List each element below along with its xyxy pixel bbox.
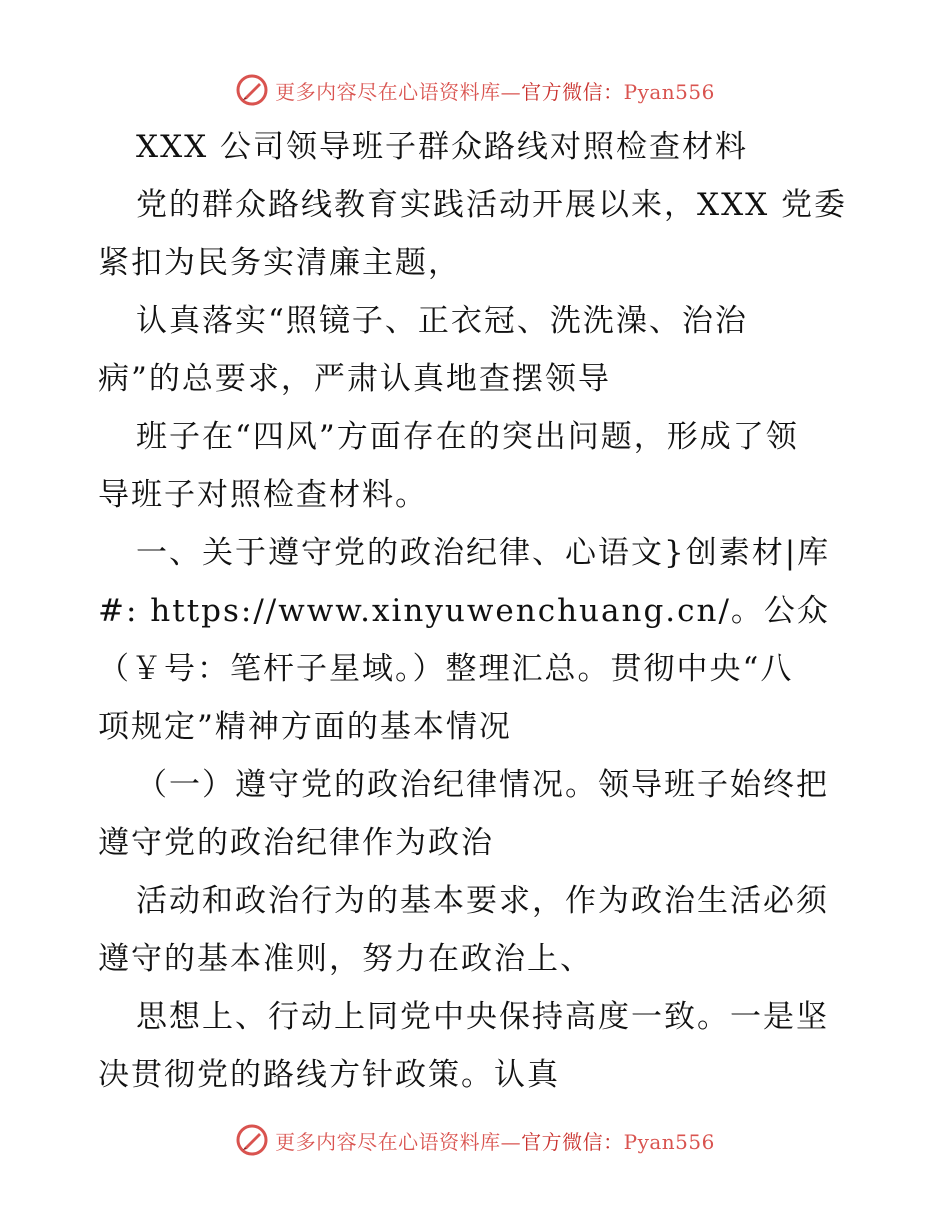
watermark-main: 更多内容尽在心语资料库 [275,1129,501,1154]
document-line: 项规定”精神方面的基本情况 [98,709,512,745]
document-body [98,118,858,1104]
document-line: #: https://www.xinyuwenchuang.cn/。公众 [98,593,830,629]
watermark-text [275,76,715,105]
document-line: 紧扣为民务实清廉主题， [98,245,461,281]
document-line: 活动和政治行为的基本要求，作为政治生活必须 [136,883,829,919]
document-line: （￥号：笔杆子星域。）整理汇总。贯彻中央“八 [98,651,794,687]
document-line: 班子在“四风”方面存在的突出问题，形成了领 [136,419,799,455]
document-line: 决贯彻党的路线方针政策。认真 [98,1057,560,1093]
logo-icon [235,73,269,107]
header-watermark [0,70,950,110]
document-line: 导班子对照检查材料。 [98,477,428,513]
watermark-official: 官方微信： [521,79,624,104]
document-line: 一、关于遵守党的政治纪律、心语文}创素材|库 [136,535,831,571]
watermark-wechat-id: Pyan556 [623,1129,715,1154]
footer-watermark [0,1120,950,1160]
watermark-dash: — [500,79,522,104]
document-line: （一）遵守党的政治纪律情况。领导班子始终把 [136,767,829,803]
watermark-main: 更多内容尽在心语资料库 [275,79,501,104]
watermark-text [275,1126,715,1155]
document-line: 思想上、行动上同党中央保持高度一致。一是坚 [136,999,829,1035]
watermark-wechat-id: Pyan556 [623,79,715,104]
document-line: 遵守的基本准则，努力在政治上、 [98,941,593,977]
document-line: XXX 公司领导班子群众路线对照检查材料 [136,129,749,165]
document-line: 认真落实“照镜子、正衣冠、洗洗澡、治治 [136,303,748,339]
document-line: 遵守党的政治纪律作为政治 [98,825,494,861]
logo-icon [235,1123,269,1157]
document-line: 党的群众路线教育实践活动开展以来，XXX 党委 [136,187,848,223]
document-line: 病”的总要求，严肃认真地查摆领导 [98,361,611,397]
watermark-official: 官方微信： [521,1129,624,1154]
watermark-dash: — [500,1129,522,1154]
